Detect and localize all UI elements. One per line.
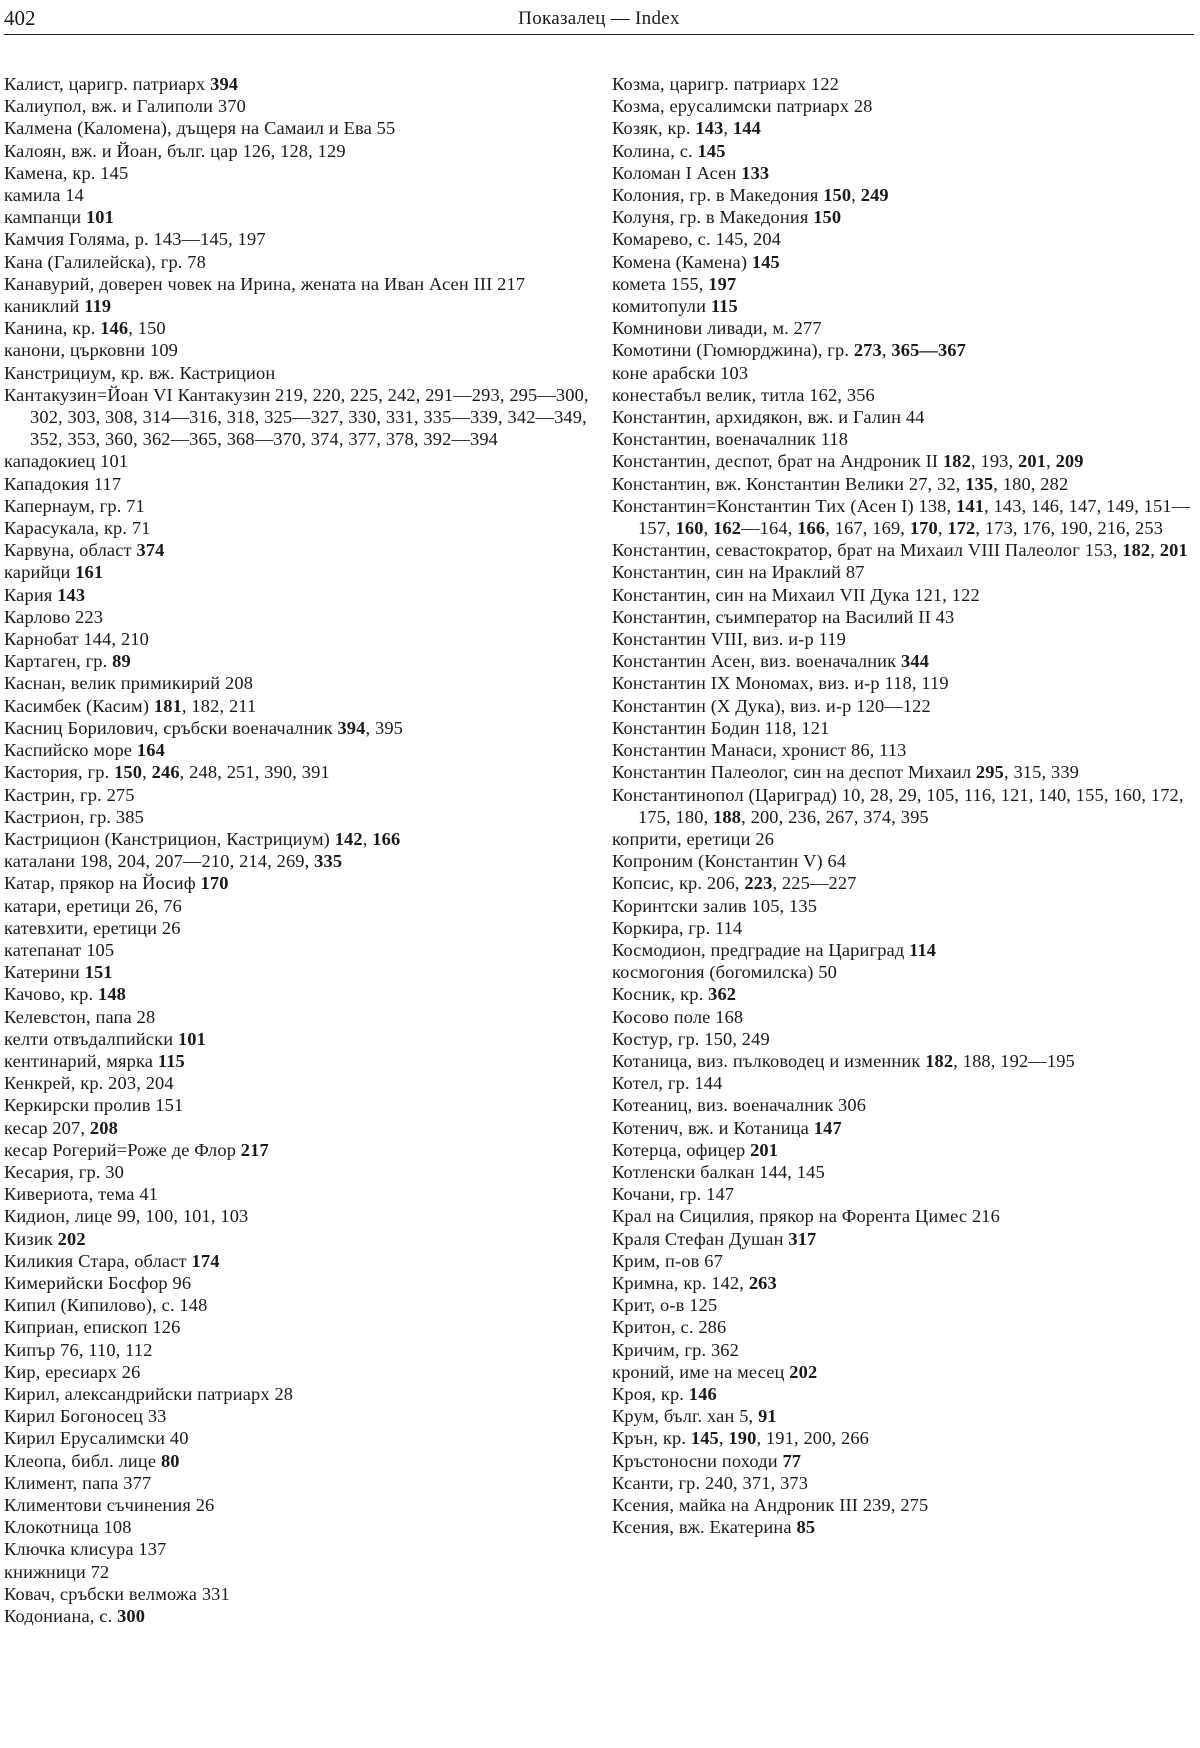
index-entry: Константин Палеолог, син на деспот Михаил 295, 315, 339 bbox=[612, 762, 1080, 783]
index-entry: Козма, царигр. патриарх 122 bbox=[612, 74, 840, 94]
index-column-left bbox=[4, 73, 589, 1627]
index-entry: камила 14 bbox=[4, 185, 84, 206]
index-entry: Касниц Борилович, сръбски военачалник 394, 395 bbox=[4, 717, 404, 738]
index-entry: Кроя, кр. 146 bbox=[612, 1383, 717, 1404]
index-entry: Косово поле 168 bbox=[612, 1006, 744, 1027]
index-entry: Кирил, александрийски патриарх 28 bbox=[4, 1383, 294, 1404]
index-entry: Кримна, кр. 142, 263 bbox=[612, 1272, 777, 1293]
index-entry: книжници 72 bbox=[4, 1561, 110, 1582]
index-entry: Карасукала, кр. 71 bbox=[4, 518, 151, 539]
index-entry: каталани 198, 204, 207—210, 214, 269, 335 bbox=[4, 851, 343, 872]
index-entry: Коринтски залив 105, 135 bbox=[612, 895, 818, 916]
index-entry: Кипър 76, 110, 112 bbox=[4, 1339, 153, 1360]
index-entry: Клеопа, библ. лице 80 bbox=[4, 1450, 180, 1471]
index-entry: Катерини 151 bbox=[4, 962, 113, 983]
index-entry: комета 155, 197 bbox=[612, 273, 737, 294]
index-entry: Константин VIII, виз. и-р 119 bbox=[612, 629, 846, 650]
index-entry: Ключка клисура 137 bbox=[4, 1539, 167, 1560]
index-entry: Кочани, гр. 147 bbox=[612, 1184, 735, 1205]
index-entry: коприти, еретици 26 bbox=[612, 828, 775, 849]
index-entry: Кизик 202 bbox=[4, 1228, 86, 1249]
index-entry: Кастрицион (Канстрицион, Кастрициум) 142, 166 bbox=[4, 828, 401, 849]
index-entry: Критон, с. 286 bbox=[612, 1317, 727, 1338]
index-entry: комитопули 115 bbox=[612, 296, 738, 317]
page-title: Показалец — Index bbox=[518, 8, 680, 29]
index-entry: Климентови съчинения 26 bbox=[4, 1495, 215, 1515]
index-entry: Келевстон, папа 28 bbox=[4, 1006, 156, 1027]
index-entry: Краля Стефан Душан 317 bbox=[612, 1228, 817, 1249]
index-entry: Кодониана, с. 300 bbox=[4, 1606, 146, 1627]
index-entry: Катар, прякор на Йосиф 170 bbox=[4, 873, 229, 894]
index-entry: Камчия Голяма, р. 143—145, 197 bbox=[4, 229, 266, 250]
index-entry: Кипил (Кипилово), с. 148 bbox=[4, 1295, 208, 1316]
index-entry: Каспийско море 164 bbox=[4, 740, 165, 761]
index-entry: Крит, о-в 125 bbox=[612, 1295, 718, 1316]
index-entry: Константин, вж. Константин Велики 27, 32, 135, 180, 282 bbox=[612, 473, 1069, 494]
index-entry: Косник, кр. 362 bbox=[612, 984, 737, 1005]
index-entry: катевхити, еретици 26 bbox=[4, 917, 181, 938]
index-entry: Касимбек (Касим) 181, 182, 211 bbox=[4, 695, 257, 716]
index-entry: Крън, кр. 145, 190, 191, 200, 266 bbox=[612, 1428, 870, 1449]
index-entry: Константин IX Мономах, виз. и-р 118, 119 bbox=[612, 673, 949, 694]
index-entry: кесар Рогерий=Роже де Флор 217 bbox=[4, 1139, 269, 1160]
index-entry: Качово, кр. 148 bbox=[4, 984, 127, 1005]
index-entry: Комотини (Гюмюрджина), гр. 273, 365—367 bbox=[612, 340, 966, 361]
index-entry: Котаница, виз. пълководец и изменник 182, 188, 192—195 bbox=[612, 1050, 1075, 1071]
index-entry: кесар 207, 208 bbox=[4, 1117, 118, 1138]
index-entry: Константин (X Дука), виз. и-р 120—122 bbox=[612, 695, 931, 716]
page-number: 402 bbox=[4, 6, 36, 30]
index-entry: Калоян, вж. и Йоан, бълг. цар 126, 128, 129 bbox=[4, 140, 346, 161]
index-entry: Крим, п-ов 67 bbox=[612, 1250, 723, 1271]
index-entry: катепанат 105 bbox=[4, 939, 115, 960]
index-entry: Клокотница 108 bbox=[4, 1517, 132, 1538]
index-entry: Калист, царигр. патриарх 394 bbox=[4, 74, 239, 94]
index-entry: Камена, кр. 145 bbox=[4, 162, 129, 183]
index-entry: катари, еретици 26, 76 bbox=[4, 895, 182, 916]
index-entry: Каснан, велик примикирий 208 bbox=[4, 673, 254, 694]
index-entry: конестабъл велик, титла 162, 356 bbox=[612, 384, 875, 405]
index-entry: Ксанти, гр. 240, 371, 373 bbox=[612, 1472, 809, 1493]
index-entry: Колина, с. 145 bbox=[612, 140, 726, 161]
index-entry: Колуня, гр. в Македония 150 bbox=[612, 207, 842, 228]
index-entry: Константин=Константин Тих (Асен I) 138, 141, 143, 146, 147, 149, 151—157, 160, 162—164, 166, 167, 169, 170, 172, 173, 176, 190, 216, 253 bbox=[612, 495, 1191, 539]
index-entry: Карвуна, област 374 bbox=[4, 540, 165, 561]
index-entry: Козма, ерусалимски патриарх 28 bbox=[612, 96, 873, 117]
index-entry: Константин, син на Ираклий 87 bbox=[612, 562, 865, 583]
index-entry: Комена (Камена) 145 bbox=[612, 251, 780, 272]
index-entry: Копроним (Константин V) 64 bbox=[612, 851, 847, 872]
index-entry: Киприан, епископ 126 bbox=[4, 1317, 181, 1338]
index-entry: Кенкрей, кр. 203, 204 bbox=[4, 1073, 174, 1094]
index-entry: Константин, съимператор на Василий II 43 bbox=[612, 606, 955, 627]
index-entry: Капернаум, гр. 71 bbox=[4, 495, 145, 516]
index-entry: Канавурий, доверен човек на Ирина, жената на Иван Асен III 217 bbox=[4, 273, 526, 294]
index-entry: Копсис, кр. 206, 223, 225—227 bbox=[612, 873, 857, 894]
index-entry: кроний, име на месец 202 bbox=[612, 1361, 818, 1382]
index-entry: Константин, деспот, брат на Андроник II 182, 193, 201, 209 bbox=[612, 451, 1084, 472]
index-entry: Карлово 223 bbox=[4, 606, 104, 627]
index-entry: Ксения, майка на Андроник III 239, 275 bbox=[612, 1495, 929, 1515]
index-entry: Карнобат 144, 210 bbox=[4, 629, 150, 650]
index-entry: Кричим, гр. 362 bbox=[612, 1339, 739, 1360]
index-entry: Кирил Ерусалимски 40 bbox=[4, 1428, 189, 1449]
index-entry: Котенич, вж. и Котаница 147 bbox=[612, 1117, 842, 1138]
index-entry: Канина, кр. 146, 150 bbox=[4, 318, 166, 339]
index-entry: кампанци 101 bbox=[4, 207, 114, 228]
index-entry: Ксения, вж. Екатерина 85 bbox=[612, 1517, 816, 1538]
index-entry: Котеаниц, виз. военачалник 306 bbox=[612, 1095, 867, 1116]
index-entry: коне арабски 103 bbox=[612, 362, 749, 383]
index-entry: Константин, архидякон, вж. и Галин 44 bbox=[612, 407, 925, 428]
index-entry: Калмена (Каломена), дъщеря на Самаил и Ева 55 bbox=[4, 118, 396, 139]
index-entry: Константинопол (Цариград) 10, 28, 29, 105, 116, 121, 140, 155, 160, 172, 175, 180, 188, 200, 236, 267, 374, 395 bbox=[612, 784, 1184, 827]
index-entry: канони, църковни 109 bbox=[4, 340, 179, 361]
index-entry: Константин Асен, виз. военачалник 344 bbox=[612, 651, 930, 672]
index-entry: Костур, гр. 150, 249 bbox=[612, 1028, 770, 1049]
index-column-right bbox=[612, 73, 1197, 1538]
index-entry: Кръстоносни походи 77 bbox=[612, 1450, 802, 1471]
index-entry: Кастрин, гр. 275 bbox=[4, 784, 135, 805]
index-entry: Комнинови ливади, м. 277 bbox=[612, 318, 822, 339]
index-entry: Комарево, с. 145, 204 bbox=[612, 229, 782, 250]
index-entry: Кастория, гр. 150, 246, 248, 251, 390, 391 bbox=[4, 762, 330, 783]
page-header bbox=[4, 4, 1194, 35]
index-entry: Кападокия 117 bbox=[4, 473, 122, 494]
index-entry: келти отвъдалпийски 101 bbox=[4, 1028, 206, 1049]
index-entry: Картаген, гр. 89 bbox=[4, 651, 131, 672]
index-entry: Котел, гр. 144 bbox=[612, 1073, 723, 1094]
index-entry: Крум, бълг. хан 5, 91 bbox=[612, 1406, 777, 1427]
index-entry: каниклий 119 bbox=[4, 296, 112, 317]
index-entry: Кир, ересиарх 26 bbox=[4, 1361, 141, 1382]
index-entry: Константин Бодин 118, 121 bbox=[612, 717, 830, 738]
index-entry: Константин, син на Михаил VII Дука 121, 122 bbox=[612, 584, 980, 605]
index-entry: Кесария, гр. 30 bbox=[4, 1161, 125, 1182]
index-entry: Канстрициум, кр. вж. Кастрицион bbox=[4, 362, 276, 383]
index-entry: Кантакузин=Йоан VI Кантакузин 219, 220, 225, 242, 291—293, 295—300, 302, 303, 308, 314—316, 318, 325—327, 330, 331, 335—339, 342—349, 352, 353, 360, 362—365, 368—370, 374, 377, 378, 392—394 bbox=[4, 384, 589, 450]
index-entry: Коркира, гр. 114 bbox=[612, 917, 743, 938]
index-entry: космогония (богомилска) 50 bbox=[612, 962, 837, 983]
index-entry: Ковач, сръбски велможа 331 bbox=[4, 1583, 230, 1604]
index-entry: Котленски балкан 144, 145 bbox=[612, 1161, 825, 1182]
index-entry: Константин Манаси, хронист 86, 113 bbox=[612, 740, 907, 761]
index-entry: Калиупол, вж. и Галиполи 370 bbox=[4, 96, 246, 117]
index-entry: Колония, гр. в Македония 150, 249 bbox=[612, 185, 889, 206]
index-entry: Кана (Галилейска), гр. 78 bbox=[4, 251, 206, 272]
index-entry: Кария 143 bbox=[4, 584, 86, 605]
index-entry: Кивериота, тема 41 bbox=[4, 1184, 159, 1205]
index-entry: Козяк, кр. 143, 144 bbox=[612, 118, 761, 139]
index-entry: Константин, севастократор, брат на Михаил VIII Палеолог 153, 182, 201 bbox=[612, 540, 1188, 561]
index-entry: Крал на Сицилия, прякор на Форента Цимес 216 bbox=[612, 1206, 1000, 1227]
index-entry: Киликия Стара, област 174 bbox=[4, 1250, 220, 1271]
index-entry: Кимерийски Босфор 96 bbox=[4, 1272, 192, 1293]
index-entry: кападокиец 101 bbox=[4, 451, 129, 472]
index-entry: Кастрион, гр. 385 bbox=[4, 806, 144, 827]
index-entry: кентинарий, мярка 115 bbox=[4, 1050, 185, 1071]
index-entry: Керкирски пролив 151 bbox=[4, 1095, 184, 1116]
index-entry: Константин, военачалник 118 bbox=[612, 429, 849, 450]
index-entry: Кирил Богоносец 33 bbox=[4, 1406, 167, 1427]
index-entry: карийци 161 bbox=[4, 562, 104, 583]
index-entry: Котерца, офицер 201 bbox=[612, 1139, 779, 1160]
index-entry: Климент, папа 377 bbox=[4, 1472, 152, 1493]
index-entry: Космодион, предградие на Цариград 114 bbox=[612, 939, 937, 960]
index-entry: Коломан I Асен 133 bbox=[612, 162, 770, 183]
index-entry: Кидион, лице 99, 100, 101, 103 bbox=[4, 1206, 249, 1227]
